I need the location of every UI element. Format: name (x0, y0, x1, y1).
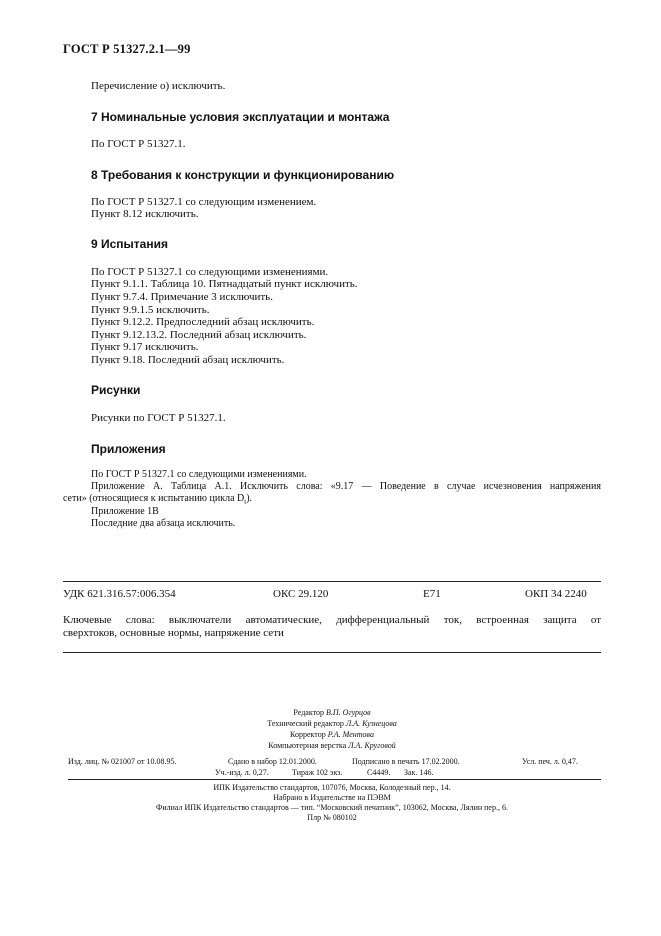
section-9-line: Пункт 9.12.2. Предпоследний абзац исключить. (91, 316, 315, 328)
publisher-line: Филиал ИПК Издательство стандартов — тип. “Московский печатник”, 103062, Москва, Лялин пер., 6. (156, 803, 508, 812)
section-9-line: По ГОСТ Р 51327.1 со следующими изменениями. (91, 266, 329, 278)
udk-code: УДК 621.316.57:006.354 (63, 588, 176, 600)
credit-name: Л.А. Круговой (348, 741, 396, 750)
oks-code: ОКС 29.120 (273, 588, 329, 600)
divider (63, 652, 601, 653)
publisher-line: ИПК Издательство стандартов, 107076, Москва, Колодезный пер., 14. (213, 783, 451, 792)
credit-name: Р.А. Ментова (327, 730, 374, 739)
okp-code: ОКП 34 2240 (525, 588, 587, 600)
credit-tech-editor (63, 718, 601, 729)
section-title-9: 9 Испытания (91, 237, 168, 251)
section-7-line: По ГОСТ Р 51327.1. (91, 138, 186, 150)
imprint-code: С4449. (367, 768, 391, 777)
publisher-line: Набрано в Издательстве на ПЭВМ (273, 793, 391, 802)
e-code: Е71 (423, 588, 441, 600)
section-title-7: 7 Номинальные условия эксплуатации и монтажа (91, 110, 390, 124)
subscript-t: t (244, 498, 247, 506)
imprint-order: Зак. 146. (404, 768, 434, 777)
keywords-line: Ключевые слова: выключатели автоматические, дифференциальный ток, встроенная защита от (63, 614, 601, 626)
keywords-line: сверхтоков, основные нормы, напряжение сети (63, 627, 284, 639)
section-9-line: Пункт 9.9.1.5 исключить. (91, 304, 210, 316)
credit-name: Л.А. Кузнецова (345, 719, 397, 728)
section-title-appendices: Приложения (91, 442, 166, 456)
section-9-line: Пункт 9.1.1. Таблица 10. Пятнадцатый пункт исключить. (91, 278, 358, 290)
appendices-line: Приложение А. Таблица А.1. Исключить слова: «9.17 — Поведение в случае исчезновения напряжения (91, 481, 601, 492)
publisher-line: Плр № 080102 (307, 813, 357, 822)
credit-layout (63, 740, 601, 751)
section-9-line: Пункт 9.7.4. Примечание 3 исключить. (91, 291, 273, 303)
credit-role: Редактор (293, 708, 324, 717)
closing-paren: ). (246, 493, 253, 504)
imprint-set: Сдано в набор 12.01.2000. (228, 757, 317, 766)
divider (68, 779, 601, 780)
imprint-signed: Подписано в печать 17.02.2000. (352, 757, 460, 766)
credit-role: Компьютерная верстка (268, 741, 347, 750)
appendices-line: Приложение 1В (91, 506, 159, 517)
section-title-8: 8 Требования к конструкции и функционированию (91, 168, 395, 182)
section-8-line: Пункт 8.12 исключить. (91, 208, 199, 220)
credit-editor (63, 707, 601, 718)
credit-role: Технический редактор (267, 719, 344, 728)
appendices-line: Последние два абзаца исключить. (91, 518, 236, 529)
section-9-line: Пункт 9.17 исключить. (91, 341, 199, 353)
credit-corrector (63, 729, 601, 740)
credit-role: Корректор (290, 730, 326, 739)
imprint-edit-sheets: Уч.-изд. л. 0,27. (215, 768, 269, 777)
imprint-sheets: Усл. печ. л. 0,47. (522, 757, 578, 766)
appendices-line: По ГОСТ Р 51327.1 со следующими изменениями. (91, 469, 307, 480)
imprint-run: Тираж 102 экз. (292, 768, 343, 777)
section-9-line: Пункт 9.12.13.2. Последний абзац исключить. (91, 329, 307, 341)
figures-line: Рисунки по ГОСТ Р 51327.1. (91, 412, 226, 424)
divider (63, 581, 601, 582)
imprint-license: Изд. лиц. № 021007 от 10.08.95. (68, 757, 177, 766)
section-title-figures: Рисунки (91, 383, 141, 397)
section-8-line: По ГОСТ Р 51327.1 со следующим изменением. (91, 196, 317, 208)
intro-line: Перечисление о) исключить. (91, 80, 226, 92)
credit-name: В.П. Огурцов (326, 708, 371, 717)
section-9-line: Пункт 9.18. Последний абзац исключить. (91, 354, 285, 366)
document-header: ГОСТ Р 51327.2.1—99 (63, 42, 191, 56)
appendices-line-text: сети» (относящиеся к испытанию цикла D (63, 493, 245, 504)
